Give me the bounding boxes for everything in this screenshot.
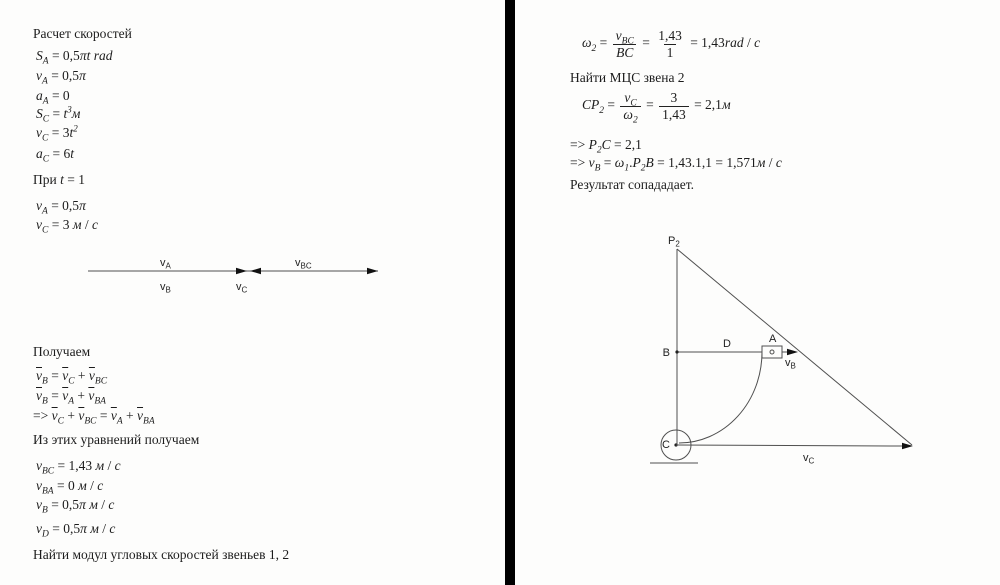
result-vd: $v_D = 0,5\pi$ м / с (36, 521, 116, 540)
label-p2: $P_2$ (668, 235, 680, 249)
task-find-mcs: Найти МЦС звена 2 (570, 70, 685, 85)
vector-eq-1: $\overline{v}_B = \overline{v}_C + \overline{v}_{BC}$ (36, 368, 108, 387)
arrowhead-vc (902, 443, 913, 449)
formula-va: $v_A = 0,5\pi$ (36, 68, 86, 87)
arrowhead-vbc-right (367, 268, 378, 274)
formula-ac: $a_C = 6t$ (36, 146, 74, 165)
label-a: A (769, 333, 777, 345)
section-title-velocity-calc: Расчет скоростей (33, 26, 132, 41)
formula-sa: $S_A = 0,5\pi t$ rad (36, 48, 113, 67)
formula-p2c: => $P_2C = 2,1$ (570, 137, 642, 156)
label-vc: $v_C$ (236, 281, 248, 295)
point-b-dot (675, 350, 678, 353)
formula-omega2: $\omega_2$ = $\frac{v_{BC}}{BC}$ = $\frac{1,43}{1}$ = 1,43rad / c (582, 28, 761, 60)
label-vbc: $v_{BC}$ (295, 257, 312, 271)
formula-sc: $S_C = t^3м$ (36, 104, 81, 125)
formula-vc-t1: $v_C = 3$ м / с (36, 217, 98, 236)
velocity-vector-diagram (80, 252, 390, 296)
label-d: D (723, 338, 731, 350)
vc-vector-line (676, 445, 903, 446)
formula-va-t1: $v_A = 0,5\pi$ (36, 198, 86, 217)
label-vb: $v_B$ (160, 281, 171, 295)
vector-eq-2: $\overline{v}_B = \overline{v}_A + \overline{v}_{BA}$ (36, 388, 106, 407)
text-result-matches: Результат сопададает. (570, 177, 694, 192)
page-divider (505, 0, 515, 585)
condition-t1: При t = 1 (33, 172, 85, 187)
formula-cp2: $CP_2$ = $\frac{v_C}{\omega_2}$ = $\frac{3}{1,43}$ = 2,1м (582, 90, 731, 126)
formula-vc: $v_C = 3t^2$ (36, 123, 78, 144)
label-va: $v_A$ (160, 257, 171, 271)
label-vc2: $v_C$ (803, 452, 815, 466)
result-vbc: $v_{BC} = 1,43$ м / с (36, 458, 121, 477)
label-b: B (662, 347, 670, 359)
page-right (515, 0, 1000, 585)
label-c: C (662, 439, 670, 451)
task-angular-velocities: Найти модул угловых скоростей звеньев 1, 2 (33, 547, 290, 562)
mechanism-diagram (620, 228, 930, 478)
result-vba: $v_{BA} = 0$ м / с (36, 478, 104, 497)
formula-aa: $a_A = 0$ (36, 88, 70, 107)
result-vb: $v_B = 0,5\pi$ м / с (36, 497, 115, 516)
trajectory-arc (679, 352, 762, 443)
arrowhead-vb-right (236, 268, 247, 274)
diagonal-p2-line (677, 249, 912, 445)
text-poluchaem: Получаем (33, 344, 91, 359)
formula-vb-check: => $v_B = \omega_1.P_2B = 1,43.1,1 = 1,571м / с$ (570, 155, 782, 174)
vector-eq-3: => $\overline{v}_C + \overline{v}_{BC} = \overline{v}_A + \overline{v}_{BA}$ (33, 408, 155, 427)
slider-block (762, 346, 782, 358)
text-iz-etih: Из этих уравнений получаем (33, 432, 200, 447)
arrowhead-vc-left (250, 268, 261, 274)
arrowhead-vb (787, 349, 798, 355)
label-vb2: $v_B$ (785, 357, 796, 371)
